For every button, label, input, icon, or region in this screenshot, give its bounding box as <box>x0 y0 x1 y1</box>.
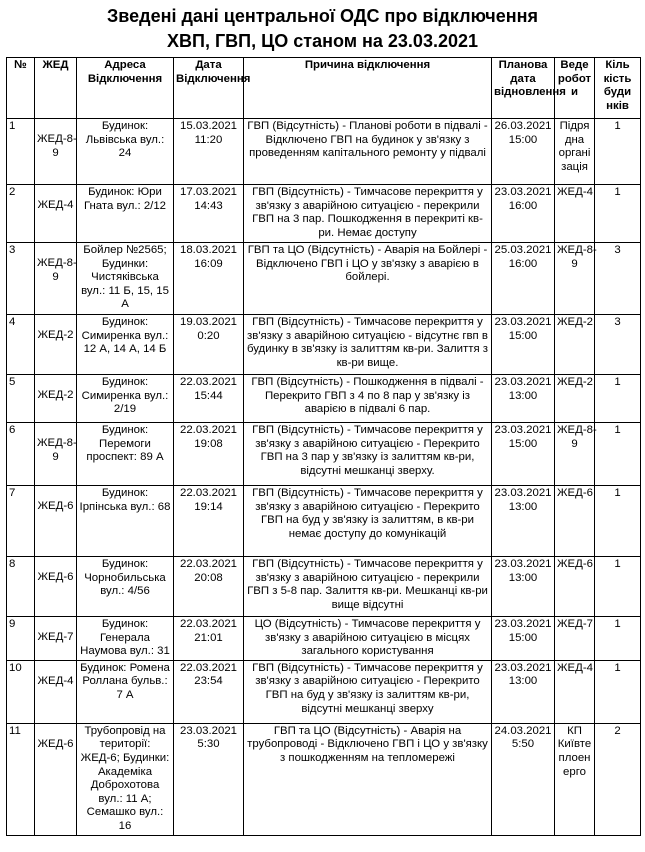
cell-num: 8 <box>7 557 35 617</box>
cell-planned: 23.03.2021 15:00 <box>492 315 555 375</box>
table-row <box>7 486 641 557</box>
cell-date: 23.03.2021 5:30 <box>174 723 244 835</box>
page-title <box>0 0 645 54</box>
cell-planned: 23.03.2021 15:00 <box>492 423 555 486</box>
cell-count: 1 <box>595 119 641 185</box>
cell-jed: ЖЕД-6 <box>35 557 77 617</box>
cell-planned: 23.03.2021 13:00 <box>492 486 555 557</box>
cell-planned: 23.03.2021 15:00 <box>492 617 555 661</box>
cell-count: 2 <box>595 723 641 835</box>
cell-address: Будинок: Юри Гната вул.: 2/12 <box>77 185 174 243</box>
table-row <box>7 375 641 423</box>
table-row <box>7 243 641 315</box>
header-planned: Планова дата відновлення <box>492 58 555 119</box>
cell-date: 22.03.2021 21:01 <box>174 617 244 661</box>
cell-reason: ЦО (Відсутність) - Тимчасове перекриття у зв'язку з аварійною ситуацією в місцях загального користування <box>244 617 492 661</box>
title-line-1: Зведені дані центральної ОДС про відключення <box>107 6 538 26</box>
cell-jed: ЖЕД-8-9 <box>35 119 77 185</box>
cell-address: Будинок: Ромена Роллана бульв.: 7 А <box>77 660 174 723</box>
cell-works: ЖЕД-4 <box>555 185 595 243</box>
cell-num: 3 <box>7 243 35 315</box>
cell-count: 1 <box>595 375 641 423</box>
header-date: Дата Відключення <box>174 58 244 119</box>
cell-jed: ЖЕД-7 <box>35 617 77 661</box>
cell-date: 15.03.2021 11:20 <box>174 119 244 185</box>
cell-num: 1 <box>7 119 35 185</box>
cell-jed: ЖЕД-2 <box>35 315 77 375</box>
cell-num: 4 <box>7 315 35 375</box>
table-row <box>7 423 641 486</box>
outage-table <box>6 57 641 836</box>
cell-jed: ЖЕД-8-9 <box>35 243 77 315</box>
cell-count: 1 <box>595 617 641 661</box>
cell-address: Будинок: Ірпінська вул.: 68 <box>77 486 174 557</box>
cell-count: 1 <box>595 185 641 243</box>
table-row <box>7 723 641 835</box>
cell-works: КП Київте плоен ерго <box>555 723 595 835</box>
cell-date: 19.03.2021 0:20 <box>174 315 244 375</box>
cell-reason: ГВП (Відсутність) - Тимчасове перекриття у зв'язку з аварійною ситуацією - відсутнє гвп в будинку в зв'язку із залиттям кв-ри. Залиття з кв-ри вище. <box>244 315 492 375</box>
cell-works: ЖЕД-4 <box>555 660 595 723</box>
table-row <box>7 185 641 243</box>
cell-num: 2 <box>7 185 35 243</box>
cell-reason: ГВП та ЦО (Відсутність) - Аварія на трубопроводі - Відключено ГВП і ЦО у зв'язку з пошкодженням на тепломережі <box>244 723 492 835</box>
header-reason: Причина відключення <box>244 58 492 119</box>
cell-reason: ГВП (Відсутність) - Тимчасове перекриття у зв'язку з аварійною ситуацією - перекрили ГВП на 3 пар. Пошкодження в перекриті кв-ри. Немає доступу <box>244 185 492 243</box>
cell-jed: ЖЕД-4 <box>35 185 77 243</box>
cell-works: ЖЕД-8-9 <box>555 243 595 315</box>
cell-reason: ГВП (Відсутність) - Тимчасове перекриття у зв'язку з аварійною ситуацією - перекрили ГВП з 5-8 пар. Залиття кв-ри. Мешканці кв-ри вище відсутні <box>244 557 492 617</box>
cell-planned: 23.03.2021 13:00 <box>492 375 555 423</box>
cell-num: 6 <box>7 423 35 486</box>
header-num: № <box>7 58 35 119</box>
cell-num: 10 <box>7 660 35 723</box>
cell-address: Будинок: Львівська вул.: 24 <box>77 119 174 185</box>
cell-count: 3 <box>595 315 641 375</box>
cell-num: 11 <box>7 723 35 835</box>
cell-count: 1 <box>595 557 641 617</box>
cell-works: Підря дна органі зація <box>555 119 595 185</box>
table-row <box>7 315 641 375</box>
cell-date: 22.03.2021 15:44 <box>174 375 244 423</box>
cell-date: 17.03.2021 14:43 <box>174 185 244 243</box>
cell-reason: ГВП (Відсутність) - Тимчасове перекриття у зв'язку з аварійною ситуацією - Перекрито ГВП на буд у зв'язку із залиттям кв-ри, відсутні мешканці зверху <box>244 660 492 723</box>
cell-works: ЖЕД-2 <box>555 315 595 375</box>
table-row <box>7 660 641 723</box>
cell-planned: 25.03.2021 16:00 <box>492 243 555 315</box>
cell-date: 22.03.2021 23:54 <box>174 660 244 723</box>
cell-date: 18.03.2021 16:09 <box>174 243 244 315</box>
cell-address: Будинок: Чорнобильська вул.: 4/56 <box>77 557 174 617</box>
cell-planned: 26.03.2021 15:00 <box>492 119 555 185</box>
cell-num: 5 <box>7 375 35 423</box>
cell-address: Будинок: Симиренка вул.: 2/19 <box>77 375 174 423</box>
cell-date: 22.03.2021 20:08 <box>174 557 244 617</box>
header-address: Адреса Відключення <box>77 58 174 119</box>
table-row <box>7 557 641 617</box>
cell-date: 22.03.2021 19:08 <box>174 423 244 486</box>
cell-address: Бойлер №2565; Будинки: Чистяківська вул.: 11 Б, 15, 15 А <box>77 243 174 315</box>
cell-reason: ГВП (Відсутність) - Пошкодження в підвалі - Перекрито ГВП з 4 по 8 пар у зв'язку із аварією в підвалі 6 пар. <box>244 375 492 423</box>
cell-jed: ЖЕД-6 <box>35 723 77 835</box>
cell-planned: 23.03.2021 13:00 <box>492 557 555 617</box>
table-row <box>7 617 641 661</box>
header-row <box>7 58 641 119</box>
cell-planned: 24.03.2021 5:50 <box>492 723 555 835</box>
cell-count: 3 <box>595 243 641 315</box>
header-works: Веде робот и <box>555 58 595 119</box>
cell-count: 1 <box>595 423 641 486</box>
cell-jed: ЖЕД-6 <box>35 486 77 557</box>
cell-reason: ГВП (Відсутність) - Тимчасове перекриття у зв'язку з аварійною ситуацією - Перекрито ГВП на 3 пар у зв'язку із залиттям кв-ри, відсутні мешканці зверху. <box>244 423 492 486</box>
header-count: Кіль кість буди нків <box>595 58 641 119</box>
cell-jed: ЖЕД-2 <box>35 375 77 423</box>
cell-works: ЖЕД-2 <box>555 375 595 423</box>
cell-count: 1 <box>595 660 641 723</box>
cell-works: ЖЕД-8-9 <box>555 423 595 486</box>
table-row <box>7 119 641 185</box>
cell-date: 22.03.2021 19:14 <box>174 486 244 557</box>
cell-count: 1 <box>595 486 641 557</box>
cell-address: Будинок: Перемоги проспект: 89 А <box>77 423 174 486</box>
cell-works: ЖЕД-6 <box>555 486 595 557</box>
cell-works: ЖЕД-7 <box>555 617 595 661</box>
cell-num: 7 <box>7 486 35 557</box>
cell-planned: 23.03.2021 16:00 <box>492 185 555 243</box>
cell-reason: ГВП (Відсутність) - Тимчасове перекриття у зв'язку з аварійною ситуацією - Перекрито ГВП на буд у зв'язку із залиттям, в кв-ри немає доступу до комунікацій <box>244 486 492 557</box>
cell-address: Трубопровід на території: ЖЕД-6; Будинки: Академіка Доброхотова вул.: 11 А; Семашко вул.: 16 <box>77 723 174 835</box>
cell-address: Будинок: Симиренка вул.: 12 А, 14 А, 14 Б <box>77 315 174 375</box>
cell-planned: 23.03.2021 13:00 <box>492 660 555 723</box>
title-line-2: ХВП, ГВП, ЦО станом на 23.03.2021 <box>167 31 478 51</box>
cell-jed: ЖЕД-4 <box>35 660 77 723</box>
header-jed: ЖЕД <box>35 58 77 119</box>
cell-jed: ЖЕД-8-9 <box>35 423 77 486</box>
cell-address: Будинок: Генерала Наумова вул.: 31 <box>77 617 174 661</box>
cell-works: ЖЕД-6 <box>555 557 595 617</box>
cell-num: 9 <box>7 617 35 661</box>
cell-reason: ГВП та ЦО (Відсутність) - Аварія на Бойлері - Відключено ГВП і ЦО у зв'язку з аварією в бойлері. <box>244 243 492 315</box>
cell-reason: ГВП (Відсутність) - Планові роботи в підвалі - Відключено ГВП на будинок у зв'язку з проведенням капітального ремонту у підвалі <box>244 119 492 185</box>
